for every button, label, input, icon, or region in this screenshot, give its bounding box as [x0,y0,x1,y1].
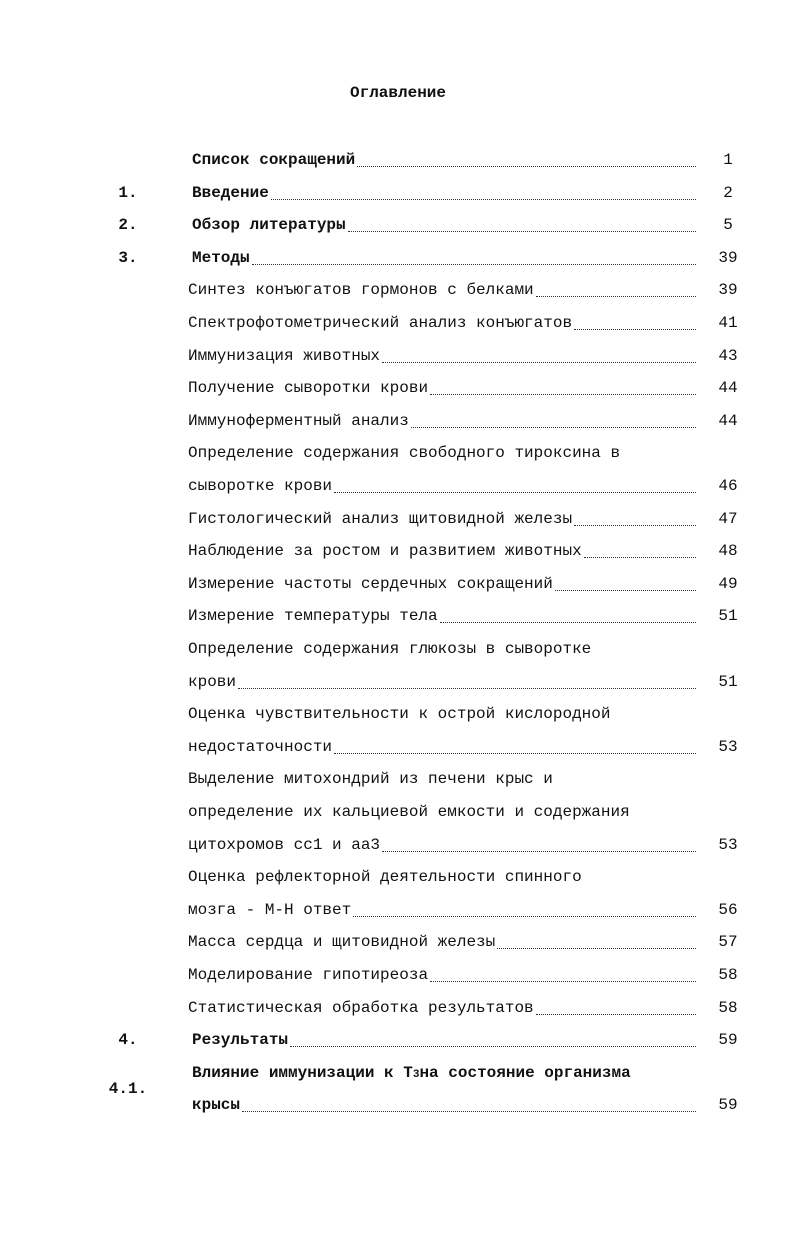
toc-entry-number: 2. [118,216,138,235]
dot-leader [353,916,696,917]
toc-entry-title: Иммунизация животных [188,346,381,365]
dot-leader [271,199,696,200]
toc-entry-title: цитохромов cc1 и aa3 [188,835,381,854]
toc-line [0,600,796,632]
toc-entry-title-tail: на состояние организма [419,1063,631,1082]
toc-line [0,340,796,372]
dot-leader [334,492,696,493]
toc-entry-title: Методы [192,248,250,267]
toc-entry-title: Оценка рефлекторной деятельности спинного [188,868,582,887]
toc-page-number: 58 [718,966,738,984]
toc-entry-title: Синтез конъюгатов гормонов с белками [188,281,534,300]
toc-entry-title: Обзор литературы [192,216,346,235]
toc-page-number: 39 [718,281,738,300]
toc-line [0,209,796,241]
toc-entry-title: Масса сердца и щитовидной железы [188,933,496,952]
toc-entry-title: определение их кальциевой емкости и содержания [188,803,630,821]
toc-entry-number: 3. [118,248,138,267]
dot-leader [584,557,696,558]
toc-entry-title: Введение [192,183,269,202]
toc-entry-title: Наблюдение за ростом и развитием животных [188,542,582,561]
dot-leader [411,427,696,428]
toc-line [0,698,796,730]
toc-entry-title: Спектрофотометрический анализ конъюгатов [188,314,573,332]
toc-line [0,144,796,176]
toc-page-number: 49 [718,574,738,593]
toc-entry-title: Выделение митохондрий из печени крыс и [188,770,553,789]
toc-entry-title: сыворотке крови [188,477,333,495]
toc-entry-number: 4. [118,1031,138,1050]
dot-leader [334,753,696,754]
toc-page-number: 51 [718,607,738,626]
toc-entry-title: Статистическая обработка результатов [188,998,534,1017]
toc-line [0,568,796,600]
toc-line [0,992,796,1024]
toc-page-number: 53 [718,835,738,854]
toc-page-number: 1 [723,151,733,169]
toc-line [0,1024,796,1056]
dot-leader [382,851,696,852]
dot-leader [555,590,696,591]
toc-line [0,633,796,665]
dot-leader [357,166,696,167]
toc-page-number: 43 [718,346,738,365]
toc-line [0,503,796,535]
toc-line [0,1089,796,1121]
toc-entry-number: 4.1. [108,1080,148,1099]
toc-line [0,372,796,404]
toc-entry-title: Список сокращений [192,151,356,169]
dot-leader [290,1046,696,1047]
toc-line [0,763,796,795]
toc-entry-title: Определение содержания глюкозы в сыворотке [188,640,592,658]
dot-leader [536,1014,696,1015]
toc-entry-title: Гистологический анализ щитовидной железы [188,509,573,528]
toc-entry-title: Результаты [192,1031,289,1050]
dot-leader [574,525,696,526]
dot-leader [382,362,696,363]
toc-entry-title: Иммуноферментный анализ [188,411,409,430]
toc-entry-title: недостаточности [188,737,333,756]
page-title: Оглавление [349,84,446,102]
toc-page-number: 56 [718,900,738,919]
dot-leader [430,394,696,395]
toc-line [0,274,796,306]
toc-line [0,926,796,958]
dot-leader [440,622,696,623]
toc-line [0,796,796,828]
toc-page-number: 39 [718,248,738,267]
dot-leader [497,948,696,949]
toc-entry-number: 1. [118,183,138,202]
toc-line [0,861,796,893]
toc-entry-title: мозга - M-H ответ [188,900,352,919]
toc-page-number: 44 [718,379,738,398]
toc-page-number: 47 [718,509,738,528]
toc-entry-title: Влияние иммунизации к T [192,1063,413,1082]
toc-line [0,666,796,698]
toc-line [0,470,796,502]
toc-entry-title: Измерение температуры тела [188,607,438,626]
dot-leader [430,981,696,982]
toc-line [0,307,796,339]
toc-entry-title: Измерение частоты сердечных сокращений [188,574,553,593]
toc-line [0,405,796,437]
toc-line [0,177,796,209]
toc-page-number: 58 [718,998,738,1017]
toc-page-number: 51 [718,672,738,691]
toc-page-number: 59 [718,1031,738,1050]
toc-page-number: 5 [723,216,733,235]
toc-page-number: 57 [718,933,738,952]
dot-leader [252,264,696,265]
toc-entry-title: крысы [192,1096,241,1115]
toc-entry-title: крови [188,672,237,691]
toc-page-number: 41 [718,314,738,332]
toc-line [0,535,796,567]
toc-page-number: 53 [718,737,738,756]
toc-entry-title: Оценка чувствительности к острой кислородной [188,705,611,724]
toc-page-number: 2 [723,183,733,202]
toc-line [0,894,796,926]
toc-line [0,437,796,469]
toc-page-number: 48 [718,542,738,561]
dot-leader [242,1111,696,1112]
toc-line [0,242,796,274]
toc-line [0,829,796,861]
toc-line [0,959,796,991]
toc-page-number: 46 [718,477,738,495]
toc-page-number: 59 [718,1096,738,1115]
toc-entry-title: Моделирование гипотиреоза [188,966,429,984]
dot-leader [574,329,696,330]
dot-leader [238,688,696,689]
toc-line [0,731,796,763]
toc-entry-title: Получение сыворотки крови [188,379,429,398]
toc-page-number: 44 [718,411,738,430]
dot-leader [536,296,696,297]
toc-line: Влияние иммунизации к T 3 на состояние организма [0,1057,796,1089]
toc-entry-title: Определение содержания свободного тироксина в [188,444,621,463]
dot-leader [348,231,696,232]
